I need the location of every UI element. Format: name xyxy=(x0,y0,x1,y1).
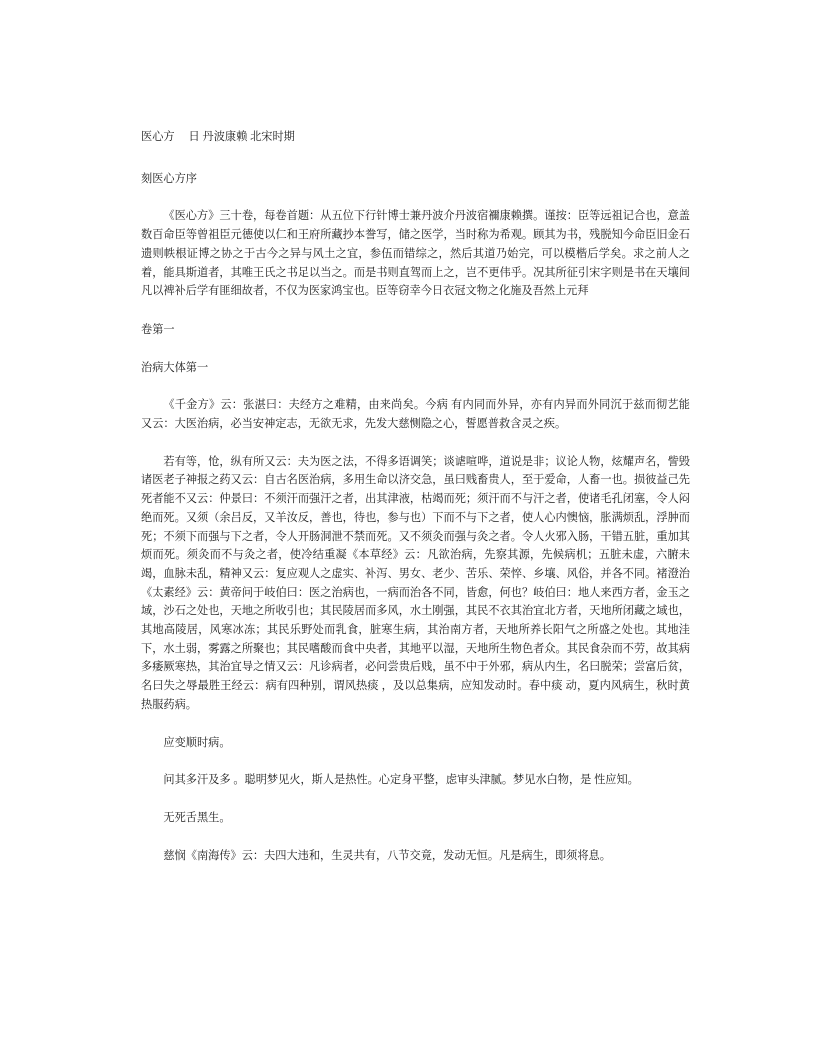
body-paragraph-5: 无死舌黑生。 xyxy=(163,811,231,824)
spacer xyxy=(141,377,690,396)
spacer xyxy=(141,715,690,734)
spacer xyxy=(141,752,690,771)
spacer xyxy=(141,790,690,809)
body-paragraph-4: 问其多汗及多 。聪明梦见火，斯人是热性。心定身平整，虑审头津腻。梦见水白物，是 性应知。 xyxy=(163,774,639,787)
spacer xyxy=(141,188,690,207)
document-content xyxy=(141,128,690,865)
document-title: 医心方 日 丹波康赖 北宋时期 xyxy=(141,131,295,143)
body-paragraph-1: 《千金方》云：张湛曰：夫经方之难精，由来尚矣。今病 有内同而外异，亦有内异而外同沉于兹而彻艺能又云：大医治病，必当安神定志，无欲无求，先发大慈恻隐之心，誓愿普救含灵之疾。 xyxy=(141,399,690,431)
body-paragraph-3: 应变顺时病。 xyxy=(163,736,231,749)
spacer xyxy=(141,340,690,359)
spacer xyxy=(141,434,690,453)
section-heading: 治病大体第一 xyxy=(141,361,209,374)
spacer xyxy=(141,301,690,321)
preface-heading: 刻医心方序 xyxy=(141,172,197,185)
spacer xyxy=(141,147,690,170)
preface-paragraph: 《医心方》三十卷，每卷首题：从五位下行针博士兼丹波介丹波宿禰康赖撰。谨按：臣等远祖记合也，意盖数百命臣等曾祖臣元德使以仁和王府所藏抄本誊写，储之医学，当时称为希观。顾其为书，残脱知今命臣旧金石遗则帙根证博之协之于古今之异与风土之宜，参伍而错综之，然后其道乃始完，可以模楷后学矣。求之前人之着，能具斯道者，其唯王氏之书足以当之。而是书则直驾而上之，岂不更伟乎。况其所征引宋字则是书在天壤间凡以裨补后学有匪细故者，不仅为医家鸿宝也。臣等窃幸今日衣冠文物之化施及吾然上元拜 xyxy=(141,210,690,298)
body-paragraph-2: 若有等，怆，纵有所又云：夫为医之法，不得多语调笑；谈谑喧哗，道说是非；议论人物，炫耀声名，訾毁诸医老子神报之药又云：自古名医治病，多用生命以济交急，虽曰贱畜贵人，至于爱命，人畜一也。损彼益己先死者能不又云：仲景曰：不须汗而强汗之者，出其津液，枯竭而死；须汗而不与汗之者，使诸毛孔闭塞，令人闷绝而死。又须（余吕反，又羊汝反，善也，待也，参与也）下而不与下之者，使人心内懊恼，胀满烦乱，浮肿而死；不须下而强与下之者，令人开肠洞泄不禁而死。又不须灸而强与灸之者。令人火邪入肠，干错五脏，重加其烦而死。须灸而不与灸之者，使冷结重凝《本草经》云：凡欲治病，先察其源，先候病机；五脏未虚，六腑未竭，血脉未乱，精神又云：复应观人之虚实、补泻、男女、老少、苦乐、荣悴、乡壤、风俗，并各不同。褚澄治《太素经》云：黄帝问于岐伯曰：医之治病也，一病而治各不同，皆愈，何也？岐伯曰：地人来西方者，金玉之域，沙石之处也，天地之所收引也；其民陵居而多风，水土刚强，其民不衣其治宜北方者，天地所闭藏之域也，其地高陵居，风寒冰冻；其民乐野处而乳食，脏寒生病，其治南方者，天地所养长阳气之所盛之处也。其地洼下，水土弱，雾露之所聚也；其民嗜酸而食中央者，其地平以湿，天地所生物色者众。其民食杂而不劳，故其病多痿厥寒热，其治宜导之情又云：凡诊病者，必问尝贵后贱，虽不中于外邪，病从内生，名曰脱荣；尝富后贫，名曰失之辱最胜王经云：病有四种别，谓风热痰 ，及以总集病，应知发动时。春中痰 动，夏内风病生，秋时黄热服药病。 xyxy=(141,455,690,711)
spacer xyxy=(141,828,690,847)
body-paragraph-6: 慈悯《南海传》云：夫四大违和，生灵共有，八节交竟，发动无恒。凡是病生，即须将息。 xyxy=(163,849,611,862)
volume-heading: 卷第一 xyxy=(141,323,175,336)
